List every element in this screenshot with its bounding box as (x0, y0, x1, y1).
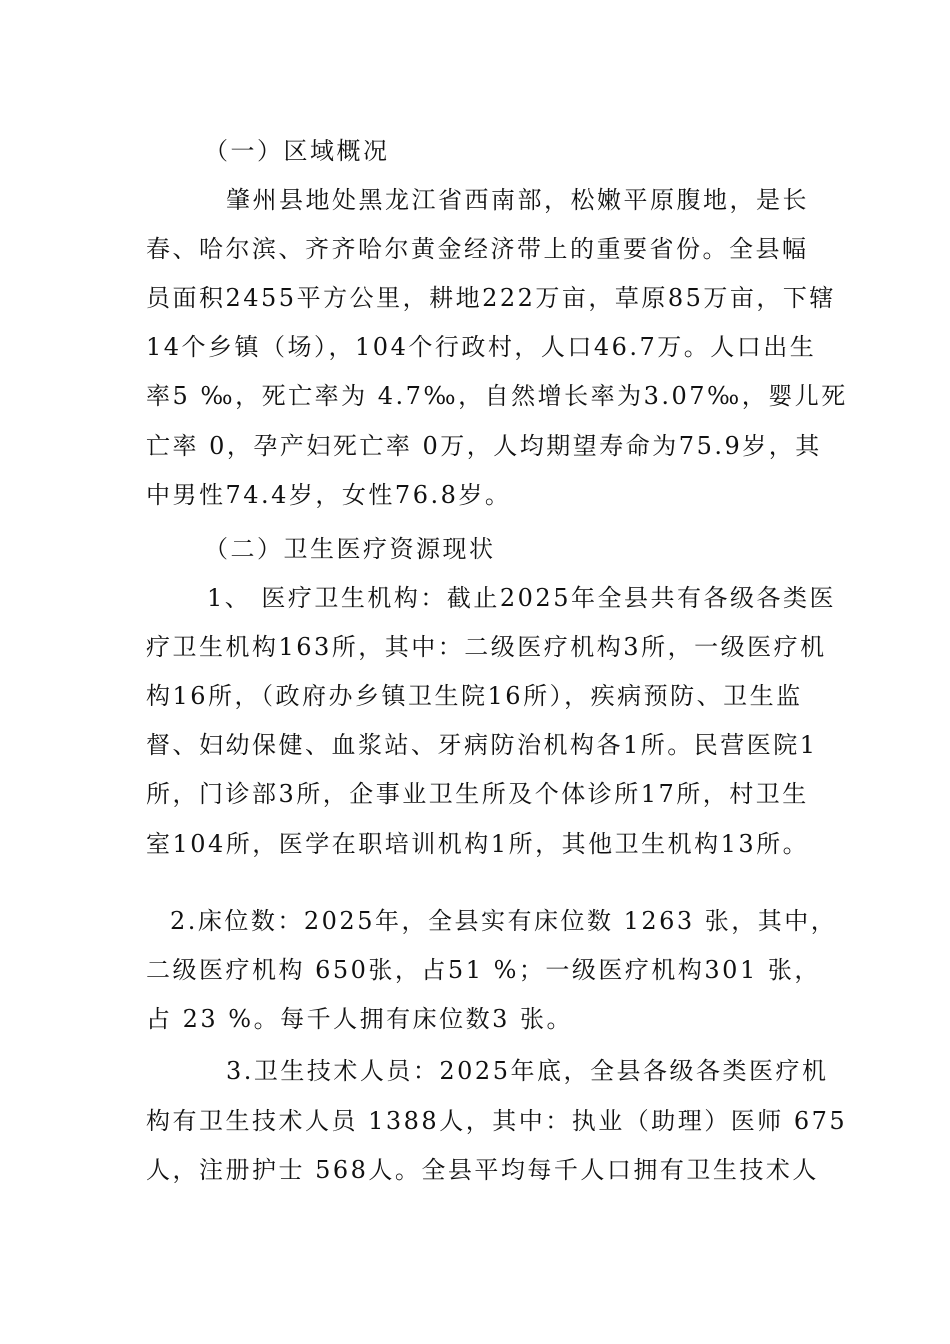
paragraph-line: 1、 医疗卫生机构：截止2025年全县共有各级各类医 (207, 584, 836, 612)
paragraph-line: 率5 ‰，死亡率为 4.7‰，自然增长率为3.07‰，婴儿死 (146, 382, 848, 410)
paragraph-line: 人，注册护士 568人。全县平均每千人口拥有卫生技术人 (146, 1156, 819, 1184)
paragraph-line: 肇州县地处黑龙江省西南部，松嫩平原腹地，是长 (226, 186, 809, 214)
paragraph-line: 14个乡镇（场），104个行政村，人口46.7万。人口出生 (146, 333, 817, 361)
paragraph-line: 员面积2455平方公里，耕地222万亩，草原85万亩，下辖 (146, 284, 836, 312)
paragraph-line: 春、哈尔滨、齐齐哈尔黄金经济带上的重要省份。全县幅 (146, 235, 809, 263)
section-heading-regional-overview: （一）区域概况 (204, 137, 390, 165)
paragraph-line: 3.卫生技术人员：2025年底，全县各级各类医疗机 (226, 1057, 829, 1085)
paragraph-line: 构有卫生技术人员 1388人，其中：执业（助理）医师 675 (146, 1107, 848, 1135)
section-heading-health-resources: （二）卫生医疗资源现状 (204, 535, 496, 563)
paragraph-line: 二级医疗机构 650张，占51 %；一级医疗机构301 张， (146, 956, 821, 984)
paragraph-line: 占 23 %。每千人拥有床位数3 张。 (146, 1005, 573, 1033)
paragraph-line: 构16所，（政府办乡镇卫生院16所），疾病预防、卫生监 (146, 682, 803, 710)
paragraph-line: 督、妇幼保健、血浆站、牙病防治机构各1所。民营医院1 (146, 731, 818, 759)
paragraph-line: 亡率 0，孕产妇死亡率 0万，人均期望寿命为75.9岁，其 (146, 432, 822, 460)
paragraph-line: 疗卫生机构163所，其中：二级医疗机构3所，一级医疗机 (146, 633, 827, 661)
paragraph-line: 2.床位数：2025年，全县实有床位数 1263 张，其中， (170, 907, 838, 935)
paragraph-line: 室104所，医学在职培训机构1所，其他卫生机构13所。 (146, 830, 810, 858)
paragraph-line: 所，门诊部3所，企事业卫生所及个体诊所17所，村卫生 (146, 780, 809, 808)
paragraph-line: 中男性74.4岁，女性76.8岁。 (146, 481, 512, 509)
